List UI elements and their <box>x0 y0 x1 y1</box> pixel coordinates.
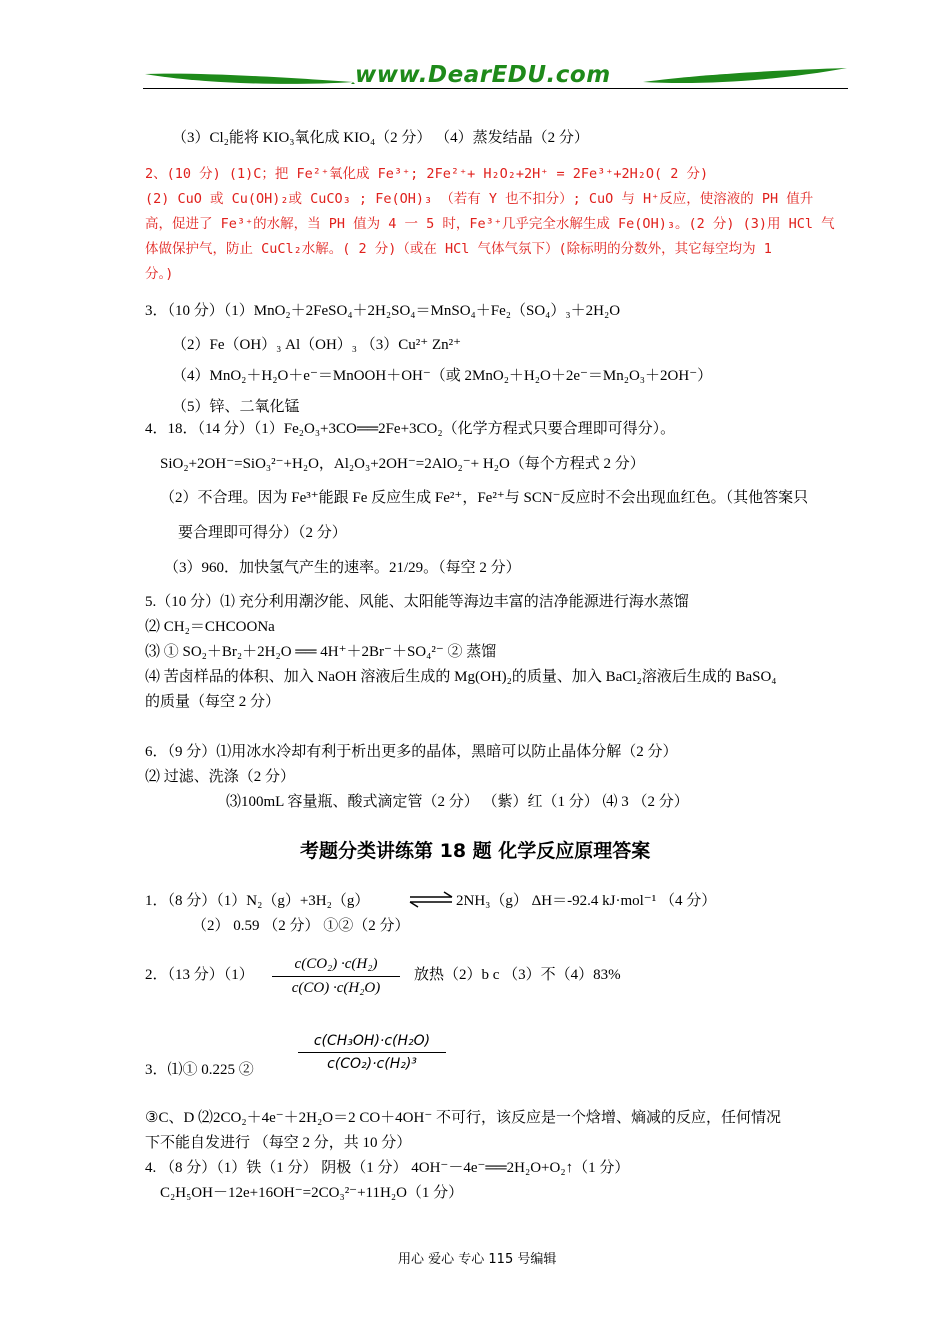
section-title: 考题分类讲练第 18 题 化学反应原理答案 <box>300 840 651 862</box>
answer-line: ⑶100mL 容量瓶、酸式滴定管（2 分） （紫）红（1 分） ⑷ 3 （2 分） <box>226 794 689 810</box>
answer-line: ⑵ 过滤、洗涤（2 分） <box>145 769 296 785</box>
answer-line-red: 2、(10 分) (1)C；把 Fe²⁺氧化成 Fe³⁺; 2Fe²⁺+ H₂O₂+2H⁺ = 2Fe³⁺+2H₂O( 2 分) <box>145 166 709 182</box>
answer-line: （2）Fe（OH）₃ Al（OH）₃ （3）Cu²⁺ Zn²⁺ <box>172 337 462 353</box>
answer-line: ③C、D ⑵2CO₂＋4e⁻＋2H₂O＝2 CO＋4OH⁻ 不可行，该反应是一个焓增、熵减的反应，任何情况 <box>145 1110 781 1126</box>
answer-line-red: 体做保护气，防止 CuCl₂水解。( 2 分)（或在 HCl 气体气氛下）(除标明的分数外，其它每空均为 1 <box>145 241 772 257</box>
answer-line: 3．⑴① 0.225 ② <box>145 1062 254 1078</box>
answer-line: （2） 0.59 （2 分） ①②（2 分） <box>192 918 410 934</box>
answer-line: ⑷ 苦卤样品的体积、加入 NaOH 溶液后生成的 Mg(OH)₂的质量、加入 BaCl₂溶液后生成的 BaSO₄ <box>145 669 777 685</box>
answer-line: 5.（10 分）⑴ 充分利用潮汐能、风能、太阳能等海边丰富的洁净能源进行海水蒸馏 <box>145 594 689 610</box>
page-footer: 用心 爱心 专心 115 号编辑 <box>398 1252 557 1267</box>
answer-line: （3）960．加快氢气产生的速率。21/29。（每空 2 分） <box>164 560 521 576</box>
answer-line: 4．18．（14 分）（1）Fe₂O₃+3CO══2Fe+3CO₂（化学方程式只要合理即可得分）。 <box>145 421 676 437</box>
answer-line: 1．（8 分）（1）N₂（g）+3H₂（g） <box>145 893 370 909</box>
answer-line: （4）MnO₂＋H₂O＋e⁻＝MnOOH＋OH⁻（或 2MnO₂＋H₂O＋2e⁻＝Mn₂O₃＋2OH⁻） <box>172 368 713 384</box>
answer-line: C₂H₅OH－12e+16OH⁻=2CO₃²⁻+11H₂O（1 分） <box>160 1185 464 1201</box>
fraction-bar <box>272 976 400 977</box>
answer-line: ⑶ ① SO₂＋Br₂＋2H₂O ══ 4H⁺＋2Br⁻＋SO₄²⁻ ② 蒸馏 <box>145 644 497 660</box>
fraction-denominator: c(CO) ·c(H₂O) <box>291 980 381 996</box>
fraction-numerator: c(CH₃OH)·c(H₂O) <box>313 1033 431 1049</box>
fraction-bar <box>298 1052 446 1053</box>
equilibrium-arrow-icon <box>408 890 454 908</box>
answer-line: 2．（13 分）（1） <box>145 967 254 983</box>
answer-line: 放热（2）b c （3）不（4）83% <box>414 967 621 983</box>
answer-line: （2）不合理。因为 Fe³⁺能跟 Fe 反应生成 Fe²⁺，Fe²⁺与 SCN⁻反应时不会出现血红色。（其他答案只 <box>160 490 809 506</box>
fraction-denominator: c(CO₂)·c(H₂)³ <box>327 1056 417 1072</box>
answer-line: 3．（10 分）（1）MnO₂＋2FeSO₄＋2H₂SO₄＝MnSO₄＋Fe₂（SO₄）₃＋2H₂O <box>145 303 621 319</box>
equilibrium-constant-fraction <box>272 956 400 997</box>
answer-line: 要合理即可得分）（2 分） <box>178 525 347 541</box>
answer-line: （3）Cl₂能将 KIO₃氧化成 KIO₄（2 分） （4）蒸发结晶（2 分） <box>172 130 589 146</box>
answer-line: 6．（9 分）⑴用冰水冷却有利于析出更多的晶体，黑暗可以防止晶体分解（2 分） <box>145 744 678 760</box>
answer-line-red: 分。) <box>145 266 174 282</box>
logo-text: www.DearEDU.com <box>355 62 611 88</box>
answer-line-red: (2) CuO 或 Cu(OH)₂或 CuCO₃ ; Fe(OH)₃ （若有 Y 也不扣分）; CuO 与 H⁺反应，使溶液的 PH 值升 <box>145 191 814 207</box>
header-divider <box>143 88 848 89</box>
answer-line: 的质量（每空 2 分） <box>145 694 281 710</box>
fraction-numerator: c(CO₂) ·c(H₂) <box>294 956 378 972</box>
answer-line: 2NH₃（g） ΔH＝-92.4 kJ·mol⁻¹ （4 分） <box>456 893 717 909</box>
answer-line: （5）锌、二氧化锰 <box>172 399 300 415</box>
answer-line-red: 高，促进了 Fe³⁺的水解，当 PH 值为 4 一 5 时，Fe³⁺几乎完全水解生成 Fe(OH)₃。(2 分) (3)用 HCl 气 <box>145 216 835 232</box>
answer-line: ⑵ CH₂＝CHCOONa <box>145 619 275 635</box>
equilibrium-constant-fraction <box>298 1033 446 1072</box>
answer-line: 下不能自发进行 （每空 2 分，共 10 分） <box>145 1135 412 1151</box>
answer-line: 4. （8 分）（1）铁（1 分） 阴极（1 分） 4OH⁻－4e⁻══2H₂O+O₂↑（1 分） <box>145 1160 630 1176</box>
answer-line: SiO₂+2OH⁻=SiO₃²⁻+H₂O，Al₂O₃+2OH⁻=2AlO₂⁻+ H₂O（每个方程式 2 分） <box>160 456 645 472</box>
